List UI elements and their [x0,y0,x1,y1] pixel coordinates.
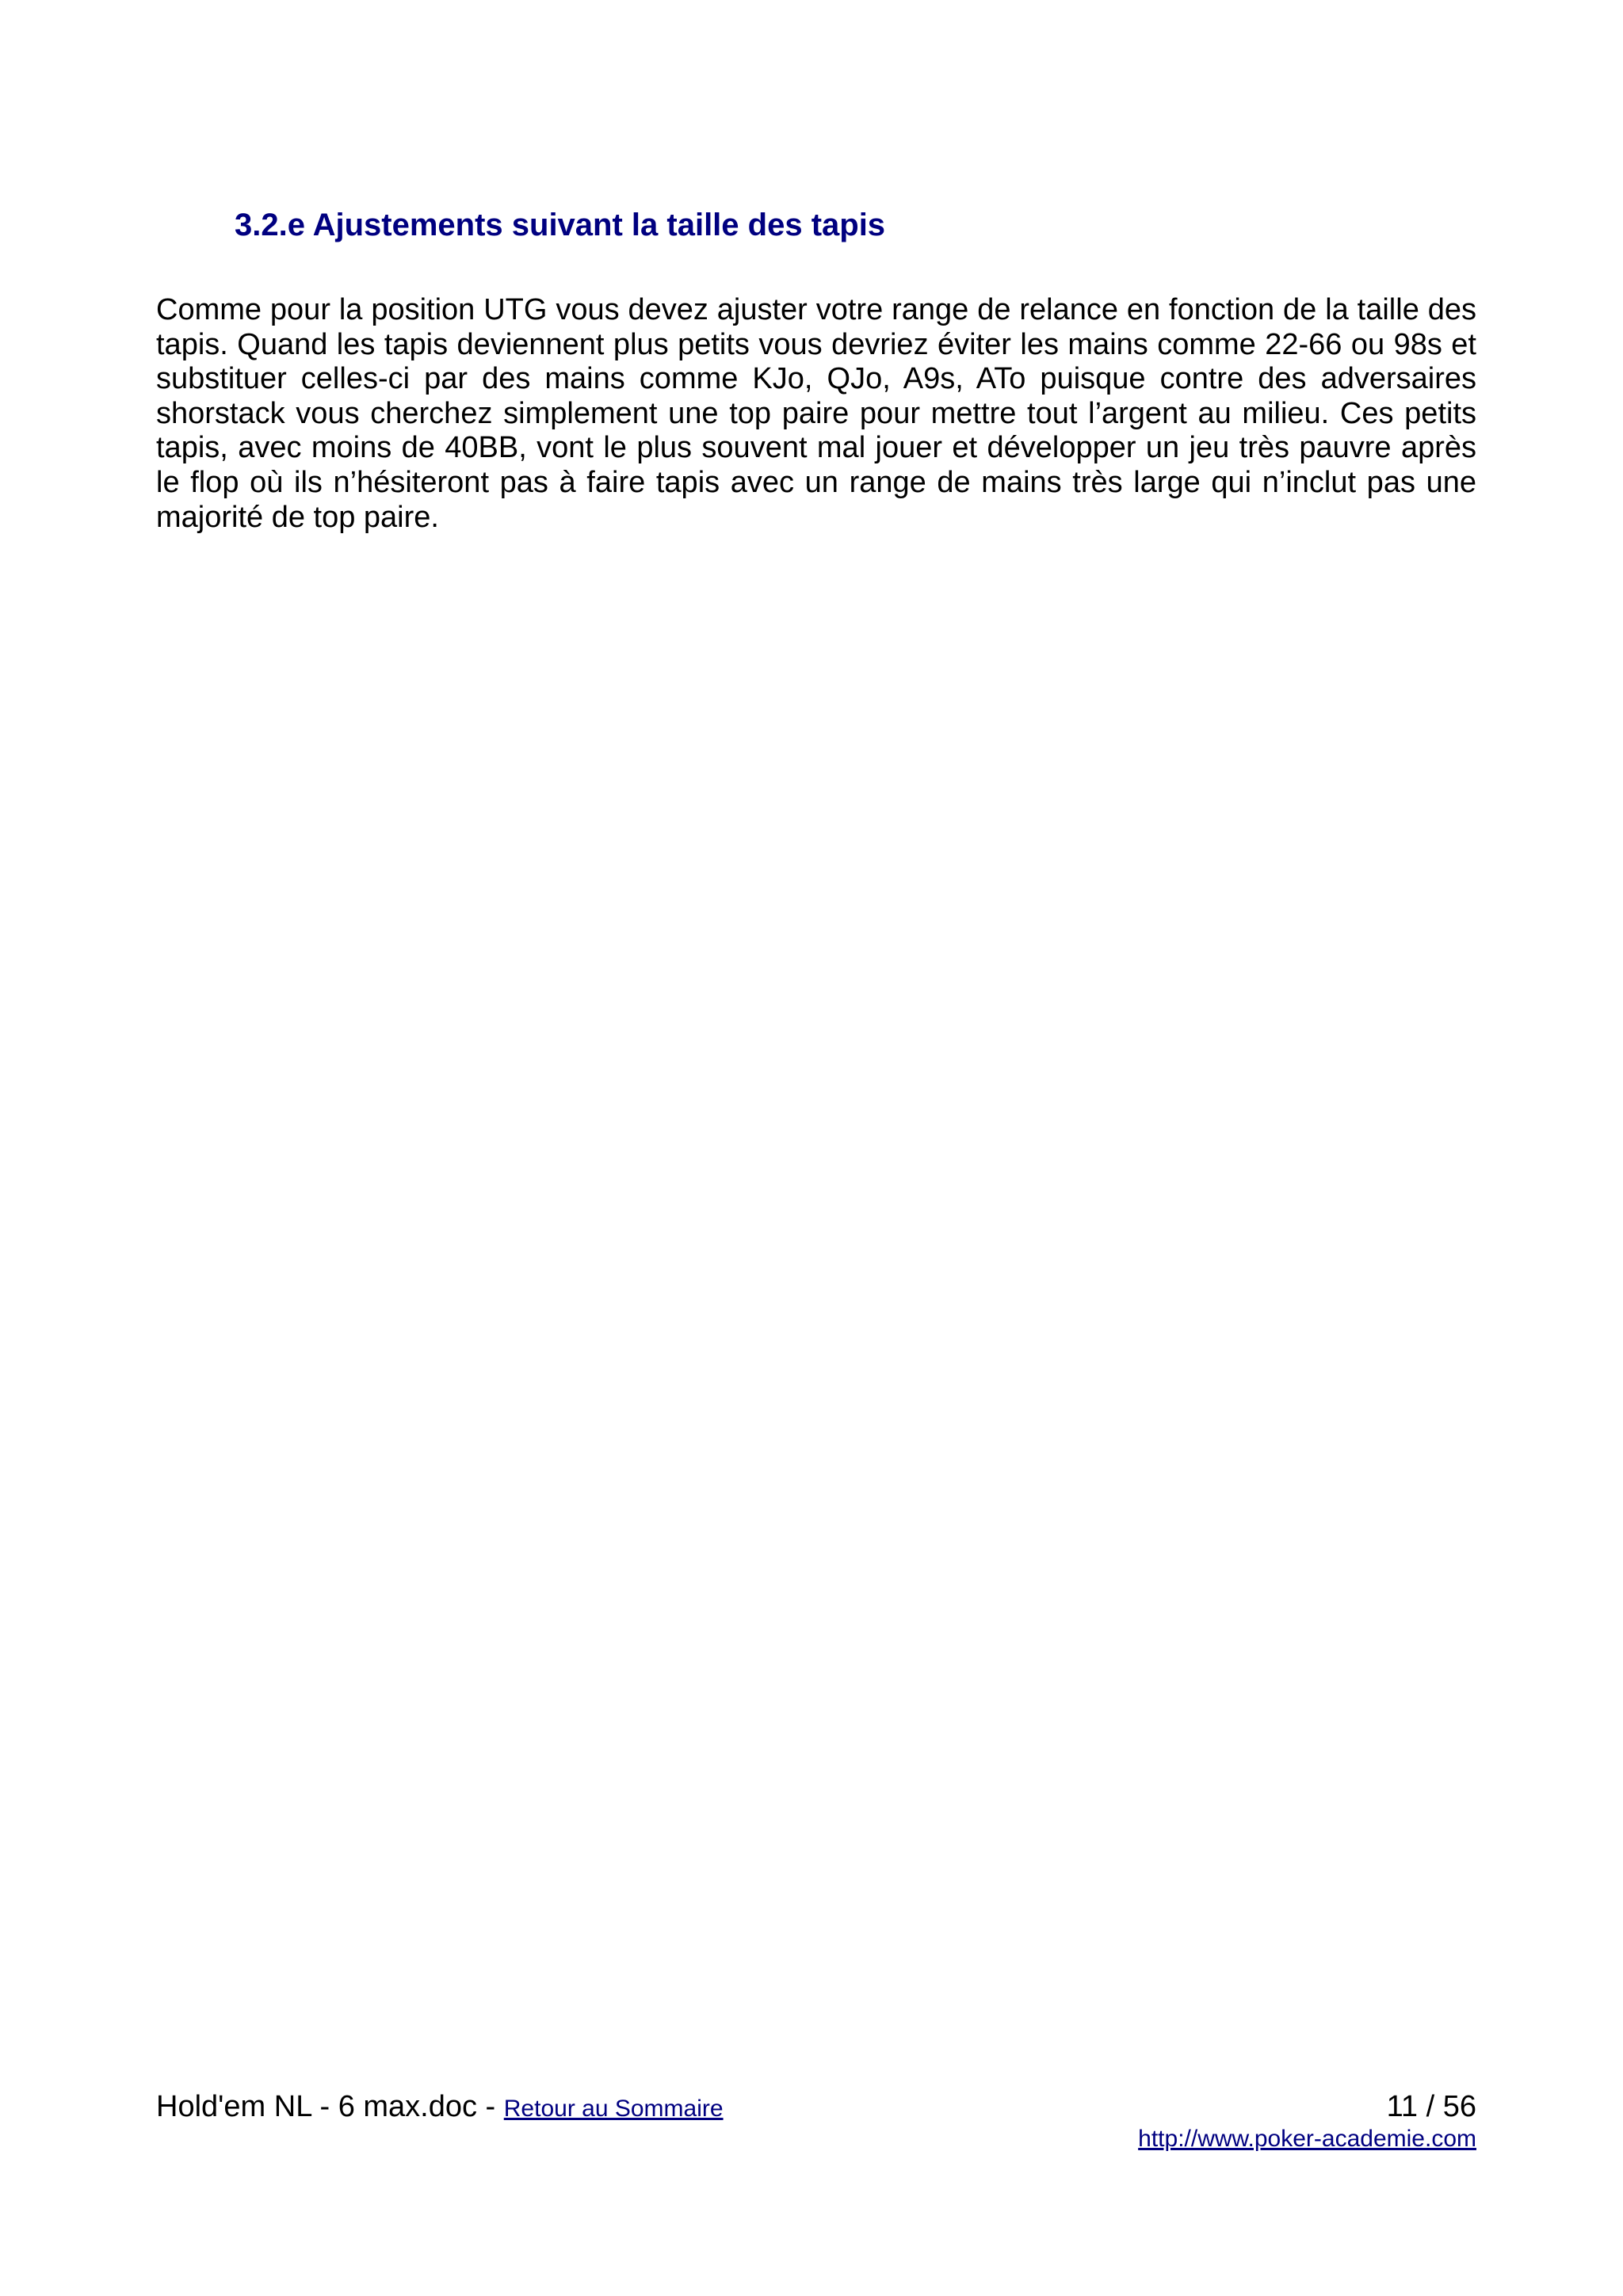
page-number: 11 / 56 [1386,2090,1476,2123]
body-paragraph: Comme pour la position UTG vous devez ajuster votre range de relance en fonction de la taille des tapis. Quand les tapis deviennent plus petits vous devriez éviter les mains comme 22-66 ou 98s et substituer celles-ci par des mains comme KJo, QJo, A9s, ATo puisque contre des adversaires shorstack vous cherchez simplement une top paire pour mettre tout l’argent au milieu. Ces petits tapis, avec moins de 40BB, vont le plus souvent mal jouer et développer un jeu très pauvre après le flop où ils n’hésiteront pas à faire tapis avec un range de mains très large qui n’inclut pas une majorité de top paire. [156,293,1476,534]
footer-document-name: Hold'em NL - 6 max.doc - [156,2090,504,2123]
footer-left [156,2088,724,2127]
section-heading: 3.2.e Ajustements suivant la taille des tapis [235,208,886,242]
website-link[interactable]: http://www.poker-academie.com [1138,2126,1476,2152]
toc-link[interactable]: Retour au Sommaire [503,2096,724,2122]
footer-right [1138,2088,1476,2153]
